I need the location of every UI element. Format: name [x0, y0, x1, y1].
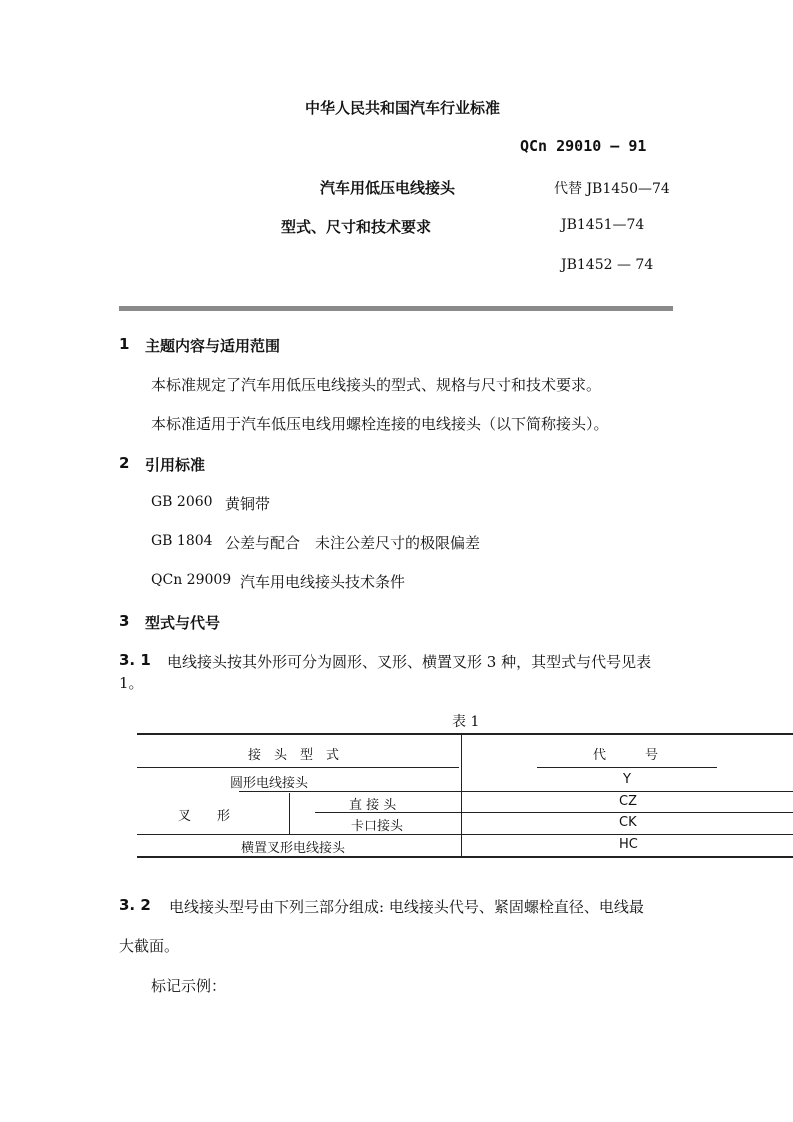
table-row-code: CK	[619, 815, 637, 830]
clause-3-1-text: 电线接头按其外形可分为圆形、叉形、横置叉形 3 种，其型式与代号见表	[167, 653, 652, 671]
reference-name: 黄铜带	[225, 495, 271, 513]
table-row-type: 圆形电线接头	[230, 776, 309, 791]
reference-name: 公差与配合 未注公差尺寸的极限偏差	[225, 534, 481, 552]
table-row-group: 叉 形	[178, 809, 231, 824]
marking-example-label: 标记示例：	[151, 977, 227, 995]
reference-code: QCn 29009	[151, 572, 232, 588]
clause-3-2-text-cont: 大截面。	[119, 937, 180, 955]
standard-org-title: 中华人民共和国汽车行业标准	[305, 99, 501, 117]
table-row-rule	[239, 791, 793, 792]
section-2-number: 2	[119, 454, 130, 472]
table-header-rule	[137, 767, 459, 768]
table-row-code: Y	[623, 772, 631, 787]
table-bottom-rule	[137, 856, 793, 858]
replaces-line3: JB1452 — 74	[561, 257, 654, 273]
table-row-code: HC	[619, 837, 638, 852]
table-row-type: 横置叉形电线接头	[241, 841, 346, 856]
document-title-line1: 汽车用低压电线接头	[320, 179, 456, 197]
table-subgroup-divider	[289, 793, 290, 834]
section-3-title: 型式与代号	[145, 614, 221, 632]
table-caption: 表 1	[452, 714, 480, 730]
section-2-title: 引用标准	[145, 456, 206, 474]
table-header-rule	[537, 767, 717, 768]
header-divider	[119, 306, 673, 311]
section-1-paragraph-1: 本标准规定了汽车用低压电线接头的型式、规格与尺寸和技术要求。	[151, 376, 602, 394]
reference-code: GB 1804	[151, 533, 213, 549]
section-1-title: 主题内容与适用范围	[145, 337, 281, 355]
table-row-code: CZ	[619, 794, 637, 809]
standard-code: QCn 29010 — 91	[520, 137, 647, 155]
clause-3-1-number: 3. 1	[119, 651, 151, 669]
replaces-line2: JB1451—74	[561, 217, 645, 233]
table-row-type: 卡口接头	[351, 819, 404, 834]
clause-3-1-text-cont: 1。	[119, 674, 144, 692]
reference-name: 汽车用电线接头技术条件	[240, 573, 406, 591]
reference-code: GB 2060	[151, 494, 213, 510]
table-row-rule	[137, 834, 793, 835]
section-1-number: 1	[119, 335, 130, 353]
table-top-rule	[137, 733, 793, 735]
section-1-paragraph-2: 本标准适用于汽车低压电线用螺栓连接的电线接头（以下简称接头）。	[151, 415, 609, 433]
clause-3-2-number: 3. 2	[119, 896, 151, 914]
clause-3-2-text: 电线接头型号由下列三部分组成: 电线接头代号、紧固螺栓直径、电线最	[169, 898, 644, 916]
table-row-type: 直 接 头	[349, 798, 397, 813]
table-column-divider	[461, 733, 462, 857]
table-header-type: 接 头 型 式	[248, 748, 340, 763]
section-3-number: 3	[119, 612, 130, 630]
document-title-line2: 型式、尺寸和技术要求	[281, 218, 432, 236]
table-header-code: 代 号	[593, 748, 659, 763]
replaces-line1: 代替 JB1450—74	[554, 181, 670, 197]
